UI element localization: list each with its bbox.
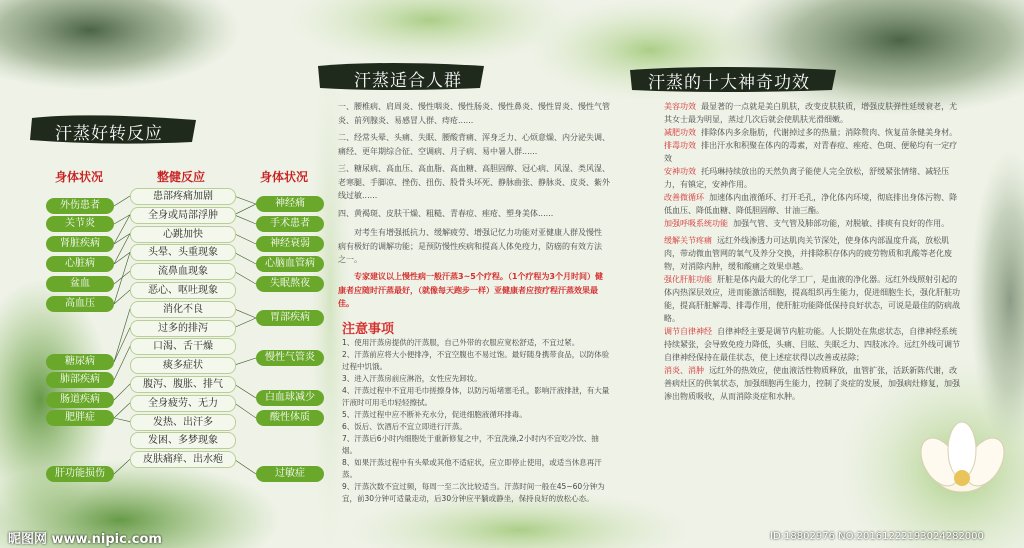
effect-title: 改善微循环 xyxy=(664,193,704,202)
condition-box-left: 糖尿病 xyxy=(46,354,114,370)
connector-line xyxy=(234,234,256,244)
left-title: 汗蒸好转反应 xyxy=(55,124,163,144)
condition-box-right: 过敏症 xyxy=(256,466,324,482)
condition-box-right: 白血球减少 xyxy=(256,390,324,406)
notice-list xyxy=(342,337,612,505)
connector-line xyxy=(234,384,256,398)
effect-item xyxy=(664,234,964,273)
connector-line xyxy=(234,252,256,264)
connector-line xyxy=(114,328,130,362)
reaction-box: 全身或局部浮肿 xyxy=(130,207,236,224)
condition-box-left: 肥胖症 xyxy=(46,410,114,426)
reaction-box: 头晕、头重现象 xyxy=(130,244,236,261)
reaction-box: 心跳加快 xyxy=(130,226,236,243)
summary-paragraph: 对考生有增强抵抗力、缓解疲劳、增强记忆力功能对亚健康人群及慢性病有极好的调解功能；是预防慢性疾病和提高人体免疫力，防癌的有效方法之一。 xyxy=(338,228,602,264)
effect-item xyxy=(664,139,964,165)
condition-box-right: 神经痛 xyxy=(256,196,324,212)
reaction-box: 恶心、呕吐现象 xyxy=(130,282,236,299)
notice-item: 7、汗蒸后6小时内细胞处于重新修复之中，不宜洗澡,2小时内不宜吃冷饮、抽烟。 xyxy=(342,434,599,455)
effect-title: 减肥功效 xyxy=(664,128,696,137)
condition-box-right: 失眠熬夜 xyxy=(256,276,324,292)
reaction-box: 口渴、舌干燥 xyxy=(130,338,236,355)
connector-line xyxy=(234,459,256,474)
effect-title: 美容功效 xyxy=(664,102,696,111)
effect-text: 远红外的热效应，使血液活性物质释放，血管扩张，活跃新陈代谢，改善病灶区的供氧状态，加强细胞再生能力，控制了炎症的发展，加强病灶修复，加强渗出物质吸收，从而消除炎症和水肿。 xyxy=(664,366,960,401)
effect-text: 远红外线渗透力可达肌肉关节深处，使身体内部温度升高，放松肌肉，带动微血管网的氧气及养分交换，并排除积存体内的疲劳物质和乳酸等老化废物，对消除内肿，缓和酸痛之效果卓越。 xyxy=(664,236,952,271)
col1-header: 身体状况 xyxy=(55,170,104,184)
notice-item: 6、饭后、饮酒后不宜立即进行汗蒸。 xyxy=(342,422,467,431)
notice-item: 8、如果汗蒸过程中有头晕或其他不适症状，应立即停止使用，或适当休息再汗蒸。 xyxy=(342,458,602,479)
connector-line xyxy=(234,196,256,204)
notice-item: 2、汗蒸前应将大小便排净，不宜空腹也不易过饱。最好随身携带食品，以防体验过程中饥饿。 xyxy=(342,350,610,371)
effect-text: 自律神经主要是调节内脏功能。人长期处在焦虑状态，自律神经系统持续紧张，会导致免疫力降低，头痛、目眩、失眠乏力、四肢冰冷。远红外线可调节自律神经保持在最佳状态，使上述症状得以改善或祛除； xyxy=(664,327,960,362)
notice-item: 9、汗蒸次数不宜过频，每周一至二次比较适当。汗蒸时间一般在45~60分钟为宜，前30分钟可适量走动，后30分钟应平躺或静坐，保持良好的放松心态。 xyxy=(342,482,605,503)
connector-line xyxy=(234,271,256,284)
target-group-item: 三、糖尿病、高血压、高血脂、高血糖、高胆固醇、冠心病、风湿、类风湿、老寒腿、手脚凉、挫伤、扭伤、股骨头坏死、静脉曲张、静脉炎、皮炎、紫外线过敏...... xyxy=(338,164,610,200)
connector-line xyxy=(234,204,256,215)
reaction-box: 流鼻血现象 xyxy=(130,263,236,280)
reaction-box: 消化不良 xyxy=(130,301,236,318)
notice-item: 4、汗蒸过程中不宜用毛巾搓擦身体，以防污垢堵塞毛孔，影响汗液排泄，有大量汗液时可用毛巾轻轻擦拭。 xyxy=(342,386,610,407)
effect-title: 安神功效 xyxy=(664,167,696,176)
notice-item: 5、汗蒸过程中应不断补充水分，促进细胞液循环排毒。 xyxy=(342,410,527,419)
target-group-item: 一、腰椎病、肩周炎、慢性咽炎、慢性肠炎、慢性鼻炎、慢性胃炎、慢性气管炎、前列腺炎、易感冒人群、痔疮...... xyxy=(338,102,610,125)
reaction-box: 腹泻、腹胀、排气 xyxy=(130,376,236,393)
condition-box-right: 慢性气管炎 xyxy=(256,350,324,366)
effect-item xyxy=(664,126,964,139)
right-title: 汗蒸的十大神奇功效 xyxy=(648,73,810,93)
reaction-box: 皮肤痛痒、出水疱 xyxy=(130,451,236,468)
condition-box-left: 肾脏疾病 xyxy=(46,236,114,252)
connector-line xyxy=(114,346,130,380)
effect-item xyxy=(664,325,964,364)
watermark-id: ID:18802976 NO:20161222193024282000 xyxy=(770,531,984,542)
connector-line xyxy=(114,309,130,362)
condition-box-left: 心脏病 xyxy=(46,256,114,272)
connector-line xyxy=(234,318,256,328)
watermark-logo: 昵图网 www.nipic.com xyxy=(8,532,162,547)
connector-line xyxy=(234,309,256,318)
effect-title: 排毒功效 xyxy=(664,141,696,150)
notice-item: 1、使用汗蒸房提供的汗蒸服，自己外带的衣服应宽松舒适，不宜过紧。 xyxy=(342,338,580,347)
effect-text: 排除体内多余脂肪，代谢掉过多的热量；消除赘肉、恢复苗条健美身材。 xyxy=(701,128,958,137)
condition-box-left: 盆血 xyxy=(46,276,114,292)
reaction-box: 患部疼痛加剧 xyxy=(130,188,236,205)
effect-item xyxy=(664,165,964,191)
effect-title: 调节自律神经 xyxy=(664,327,712,336)
condition-box-left: 外伤患者 xyxy=(46,198,114,214)
effect-text: 肝脏是体内最大的化学工厂，是血液的净化器。远红外线照射引起的体内热深层效应，进而能激活细胞，提高组织再生能力，促进细胞生长，强化肝脏功能，提高肝脏解毒、排毒作用，使肝脏功能降低保持良好状态，可说是最佳的防病战略。 xyxy=(664,275,960,323)
effect-text: 加强气管、支气管及肺部功能，对脱敏、排痰有良好的作用。 xyxy=(733,219,950,228)
effect-text: 最显著的一点就是美白肌肤，改变皮肤肤质，增强皮肤弹性延缓衰老，尤其女士最为明显，蒸过几次后就会使肌肤光滑细嫩。 xyxy=(664,102,958,124)
connector-line xyxy=(234,358,256,365)
connector-line xyxy=(234,215,256,224)
connector-line xyxy=(114,459,130,474)
effect-title: 缓解关节疼痛 xyxy=(664,236,712,245)
connector-line xyxy=(114,418,130,422)
effect-text: 排出汗水和积聚在体内的毒素，对青春痘、痤疮、色斑、便秘均有一定疗效 xyxy=(664,141,958,163)
condition-box-left: 肝功能损伤 xyxy=(46,466,114,482)
connector-line xyxy=(114,196,130,206)
effect-title: 加强呼吸系统功能 xyxy=(664,219,728,228)
effect-item xyxy=(664,273,964,325)
condition-box-right: 酸性体质 xyxy=(256,410,324,426)
target-group-item: 四、黄褐斑、皮肤干燥、粗糙、青春痘、痤疮、塑身美体...... xyxy=(338,208,554,218)
reaction-box: 发困、多梦现象 xyxy=(130,432,236,449)
col3-header: 身体状况 xyxy=(260,170,309,184)
connector-line xyxy=(234,403,256,418)
notice-title: 注意事项 xyxy=(342,322,395,337)
connector-line xyxy=(114,384,130,400)
condition-box-left: 肺部疾病 xyxy=(46,372,114,388)
connector-line xyxy=(114,252,130,304)
effect-title: 强化肝脏功能 xyxy=(664,275,712,284)
condition-box-left: 肠道疾病 xyxy=(46,392,114,408)
effect-text: 加速体内血液循环、打开毛孔，净化体内环境，彻底排出身体污物、降低血压、降低血糖、降低胆固醇、甘油三酯。 xyxy=(664,193,958,215)
effect-item xyxy=(664,191,964,217)
reaction-box: 全身疲劳、无力 xyxy=(130,395,236,412)
reaction-box: 痰多症状 xyxy=(130,357,236,374)
effect-title: 消炎、消肿 xyxy=(664,366,704,375)
target-group-item: 二、经常头晕、头痛、失眠、腰酸背痛、浑身乏力、心烦意燥、内分泌失调、痛经、更年期综合征、空调病、月子病、易中暑人群...... xyxy=(338,133,610,156)
condition-box-left: 高血压 xyxy=(46,296,114,312)
middle-title: 汗蒸适合人群 xyxy=(354,71,462,91)
expert-suggestion: 专家建议以上慢性病一般汗蒸3~5个疗程。（1个疗程为3个月时间）健康者应随时汗蒸最好，（就像每天跑步一样）亚健康者应按疗程汗蒸效果最佳。 xyxy=(338,272,603,308)
effects-list xyxy=(664,100,964,403)
col2-header: 整健反应 xyxy=(157,170,206,184)
condition-box-right: 胃部疾病 xyxy=(256,310,324,326)
connector-line xyxy=(114,252,130,264)
notice-item: 3、进入汗蒸房前应淋浴，女性应先卸妆。 xyxy=(342,374,482,383)
effect-item xyxy=(664,100,964,126)
target-groups-list xyxy=(338,100,610,220)
condition-box-right: 手术患者 xyxy=(256,216,324,232)
condition-box-right: 心脑血管病 xyxy=(256,256,324,272)
condition-box-left: 关节炎 xyxy=(46,216,114,232)
reaction-box: 发热、出汗多 xyxy=(130,414,236,431)
effect-item xyxy=(664,364,964,403)
connector-line xyxy=(114,403,130,418)
effect-text: 托玛琳持续放出的天然负离子能使人完全放松，舒缓紧张情绪、减轻压力，有镇定，安神作用。 xyxy=(664,167,950,189)
effect-item xyxy=(664,217,964,230)
reaction-box: 过多的排泻 xyxy=(130,320,236,337)
condition-box-right: 神经衰弱 xyxy=(256,236,324,252)
